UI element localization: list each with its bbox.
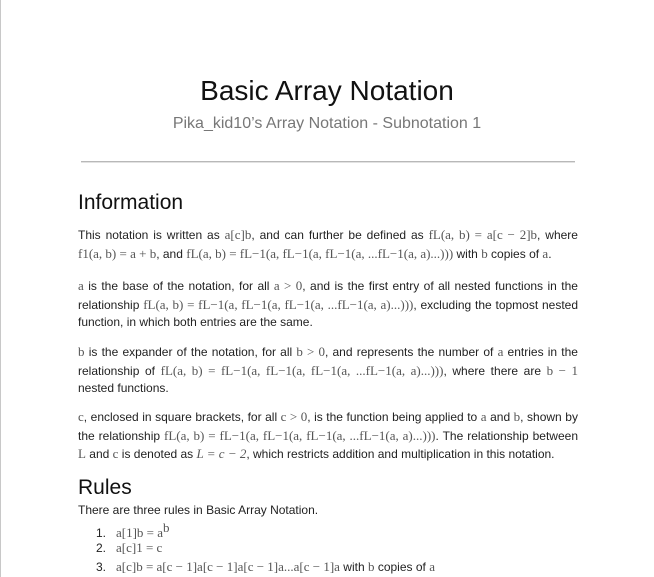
math: a bbox=[480, 409, 487, 424]
info-paragraph-3 bbox=[78, 343, 578, 398]
math: a bbox=[497, 344, 504, 359]
page-title: Basic Array Notation bbox=[200, 75, 454, 106]
text: . The relationship between bbox=[435, 428, 578, 443]
divider bbox=[81, 161, 575, 163]
math: a bbox=[429, 559, 435, 574]
math: a > 0 bbox=[273, 278, 303, 293]
rule-item bbox=[96, 558, 435, 576]
math: b > 0 bbox=[296, 344, 325, 359]
text: , which restricts addition and multiplication in this notation. bbox=[246, 447, 555, 461]
text: , and is the first entry of all nested functions in the relationship bbox=[78, 279, 578, 312]
text: , where there are bbox=[443, 363, 541, 378]
math: fL(a, b) = fL−1(a, fL−1(a, fL−1(a, ...fL−1(a, a)...))) bbox=[160, 362, 444, 378]
math: a[1]b = a bbox=[116, 525, 164, 540]
math: fL(a, b) = a[c − 2]b bbox=[428, 227, 538, 242]
rule-number: 1. bbox=[96, 526, 107, 540]
text: copies of bbox=[491, 246, 540, 261]
math: b bbox=[367, 559, 375, 574]
text: . bbox=[548, 246, 552, 261]
rule-item bbox=[96, 539, 162, 557]
text: , excluding the topmost nested function, in which both entries are the same. bbox=[78, 297, 579, 329]
math: a[c]1 = c bbox=[116, 540, 163, 555]
text: is the base of the notation, for all bbox=[88, 279, 270, 293]
heading-rules: Rules bbox=[78, 476, 132, 499]
text: entries in the relationship of bbox=[78, 345, 578, 378]
math: c bbox=[78, 409, 84, 424]
rule-number: 2. bbox=[96, 541, 107, 555]
math-superscript: b bbox=[163, 520, 170, 535]
math: c bbox=[112, 446, 119, 461]
math: fL(a, b) = fL−1(a, fL−1(a, fL−1(a, ...fL−1(a, a)...))) bbox=[164, 427, 436, 443]
text: nested functions. bbox=[78, 381, 169, 395]
text: , shown by the relationship bbox=[78, 410, 578, 443]
text: , is the function being applied to bbox=[307, 410, 478, 424]
info-paragraph-2 bbox=[78, 277, 578, 332]
heading-information: Information bbox=[78, 191, 184, 214]
math: b − 1 bbox=[546, 362, 578, 378]
info-paragraph-1 bbox=[78, 226, 578, 263]
rules-intro: There are three rules in Basic Array Notation. bbox=[78, 503, 319, 517]
text: and bbox=[89, 447, 110, 461]
text: This notation is written as bbox=[78, 228, 220, 242]
rule-number: 3. bbox=[96, 560, 107, 574]
math: fL(a, b) = fL−1(a, fL−1(a, fL−1(a, ...fL−1(a, a)...))) bbox=[143, 296, 414, 312]
text: and bbox=[490, 410, 511, 424]
math: a bbox=[542, 245, 549, 261]
text: , and represents the number of bbox=[324, 345, 494, 359]
math: fL(a, b) = fL−1(a, fL−1(a, fL−1(a, ...fL−1(a, a)...))) bbox=[186, 245, 454, 261]
math: c > 0 bbox=[280, 409, 308, 424]
math: b bbox=[481, 245, 488, 261]
page-subtitle: Pika_kid10’s Array Notation - Subnotation 1 bbox=[172, 115, 482, 132]
text: with bbox=[456, 246, 478, 261]
text: copies of bbox=[377, 560, 426, 574]
text: is denoted as bbox=[121, 447, 194, 461]
math: b bbox=[78, 344, 85, 359]
math: a[c]b = a[c − 1]a[c − 1]a[c − 1]a...a[c − 1]a bbox=[116, 559, 340, 574]
text: with bbox=[343, 560, 365, 574]
math: b bbox=[513, 409, 521, 424]
text: is the expander of the notation, for all bbox=[88, 345, 293, 359]
text: , where bbox=[537, 228, 578, 242]
text: , enclosed in square brackets, for all bbox=[83, 410, 278, 424]
text: , and bbox=[156, 246, 183, 261]
text: , and can further be defined as bbox=[251, 228, 424, 242]
math: f1(a, b) = a + b bbox=[78, 245, 157, 261]
math: L = c − 2 bbox=[196, 446, 247, 461]
math: a[c]b bbox=[224, 227, 252, 242]
math: L bbox=[78, 446, 86, 461]
info-paragraph-4 bbox=[78, 408, 578, 464]
math: a bbox=[78, 278, 84, 293]
